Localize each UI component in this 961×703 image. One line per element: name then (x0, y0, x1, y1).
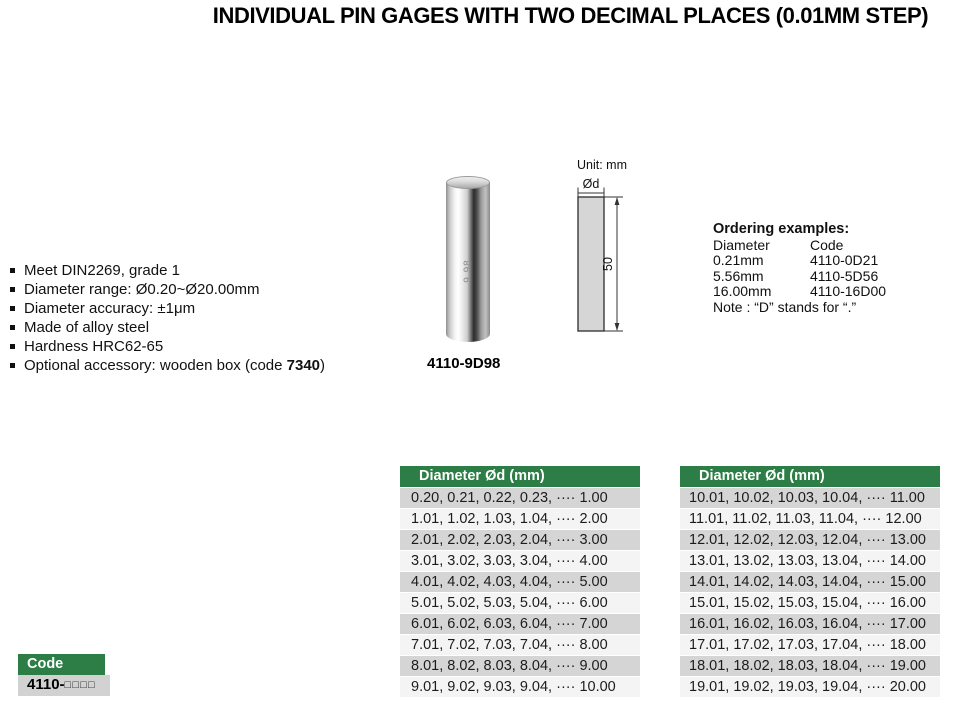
feature-item (8, 318, 408, 337)
table-row: 7.01, 7.02, 7.03, 7.04, ···· 8.00 (400, 634, 640, 655)
bullet-square-icon (10, 268, 15, 273)
unit-label: Unit: mm (577, 158, 627, 172)
table-row: 17.01, 17.02, 17.03, 17.04, ···· 18.00 (680, 634, 940, 655)
table-header: Diameter Ød (mm) (400, 466, 640, 487)
table-row: 16.01, 16.02, 16.03, 16.04, ···· 17.00 (680, 613, 940, 634)
ordering-diameter: 16.00mm (713, 283, 772, 299)
feature-text: Made of alloy steel (24, 319, 150, 336)
table-row: 14.01, 14.02, 14.03, 14.04, ···· 15.00 (680, 571, 940, 592)
bullet-square-icon (10, 344, 15, 349)
ordering-row (713, 253, 953, 269)
feature-text: Optional accessory: wooden box (code 7340) (24, 357, 326, 374)
table-row: 11.01, 11.02, 11.03, 11.04, ···· 12.00 (680, 508, 940, 529)
table-row: 0.20, 0.21, 0.22, 0.23, ···· 1.00 (400, 487, 640, 508)
table-row: 8.01, 8.02, 8.03, 8.04, ···· 9.00 (400, 655, 640, 676)
pin-cylinder-top (446, 176, 490, 189)
code-placeholder-squares: □□□□ (64, 678, 96, 691)
arrow-up-icon (615, 197, 620, 205)
table-row: 1.01, 1.02, 1.03, 1.04, ···· 2.00 (400, 508, 640, 529)
table-row: 13.01, 13.02, 13.03, 13.04, ···· 14.00 (680, 550, 940, 571)
feature-item (8, 356, 408, 375)
ordering-note: Note : “D” stands for “.” (713, 298, 857, 315)
bullet-square-icon (10, 325, 15, 330)
ordering-code: 4110-5D56 (810, 267, 879, 284)
ordering-diameter: 5.56mm (713, 267, 764, 284)
ordering-code: 4110-0D21 (810, 252, 879, 268)
length-dim-label: 50 (601, 257, 615, 271)
code-box (18, 654, 110, 696)
feature-text: Diameter range: Ø0.20~Ø20.00mm (24, 281, 260, 298)
ordering-col-code: Code (810, 236, 844, 253)
feature-item (8, 337, 408, 356)
table-row: 10.01, 10.02, 10.03, 10.04, ···· 11.00 (680, 487, 940, 508)
table-row: 4.01, 4.02, 4.03, 4.04, ···· 5.00 (400, 571, 640, 592)
pin-gage-photo (446, 176, 490, 343)
table-row: 5.01, 5.02, 5.03, 5.04, ···· 6.00 (400, 592, 640, 613)
ordering-header-row (713, 238, 953, 254)
diameter-table-right (680, 466, 940, 697)
table-row: 2.01, 2.02, 2.03, 2.04, ···· 3.00 (400, 529, 640, 550)
feature-item (8, 280, 408, 299)
bullet-square-icon (10, 287, 15, 292)
feature-list (8, 261, 408, 375)
table-row: 19.01, 19.02, 19.03, 19.04, ···· 20.00 (680, 676, 940, 697)
feature-item (8, 299, 408, 318)
feature-text: Hardness HRC62-65 (24, 338, 164, 355)
bullet-square-icon (10, 363, 15, 368)
table-row: 3.01, 3.02, 3.03, 3.04, ···· 4.00 (400, 550, 640, 571)
ordering-examples (713, 222, 953, 315)
pin-engraving-text: 9.98 (462, 259, 474, 283)
diameter-table-left (400, 466, 640, 697)
ordering-diameter: 0.21mm (713, 252, 764, 268)
ordering-row (713, 284, 953, 300)
code-prefix: 4110- (27, 676, 65, 693)
accessory-code: 7340 (286, 357, 321, 374)
feature-item (8, 261, 408, 280)
ordering-row (713, 269, 953, 285)
table-header: Diameter Ød (mm) (680, 466, 940, 487)
table-row: 18.01, 18.02, 18.03, 18.04, ···· 19.00 (680, 655, 940, 676)
ordering-col-diameter: Diameter (713, 236, 770, 253)
product-code-label: 4110-9D98 (427, 355, 501, 372)
table-row: 6.01, 6.02, 6.03, 6.04, ···· 7.00 (400, 613, 640, 634)
page-title: INDIVIDUAL PIN GAGES WITH TWO DECIMAL PLACES (0.01MM STEP) (212, 3, 929, 28)
ordering-code: 4110-16D00 (810, 283, 887, 299)
code-box-value (18, 675, 110, 696)
table-row: 12.01, 12.02, 12.03, 12.04, ···· 13.00 (680, 529, 940, 550)
ordering-title: Ordering examples: (713, 221, 850, 237)
feature-text: Meet DIN2269, grade 1 (24, 262, 180, 279)
table-row: 15.01, 15.02, 15.03, 15.04, ···· 16.00 (680, 592, 940, 613)
diameter-dim-label: Ød (582, 177, 600, 191)
feature-text: Diameter accuracy: ±1μm (24, 300, 196, 317)
code-box-header: Code (18, 654, 105, 675)
bullet-square-icon (10, 306, 15, 311)
arrow-down-icon (615, 323, 620, 331)
dimension-drawing (563, 172, 648, 340)
table-row: 9.01, 9.02, 9.03, 9.04, ···· 10.00 (400, 676, 640, 697)
